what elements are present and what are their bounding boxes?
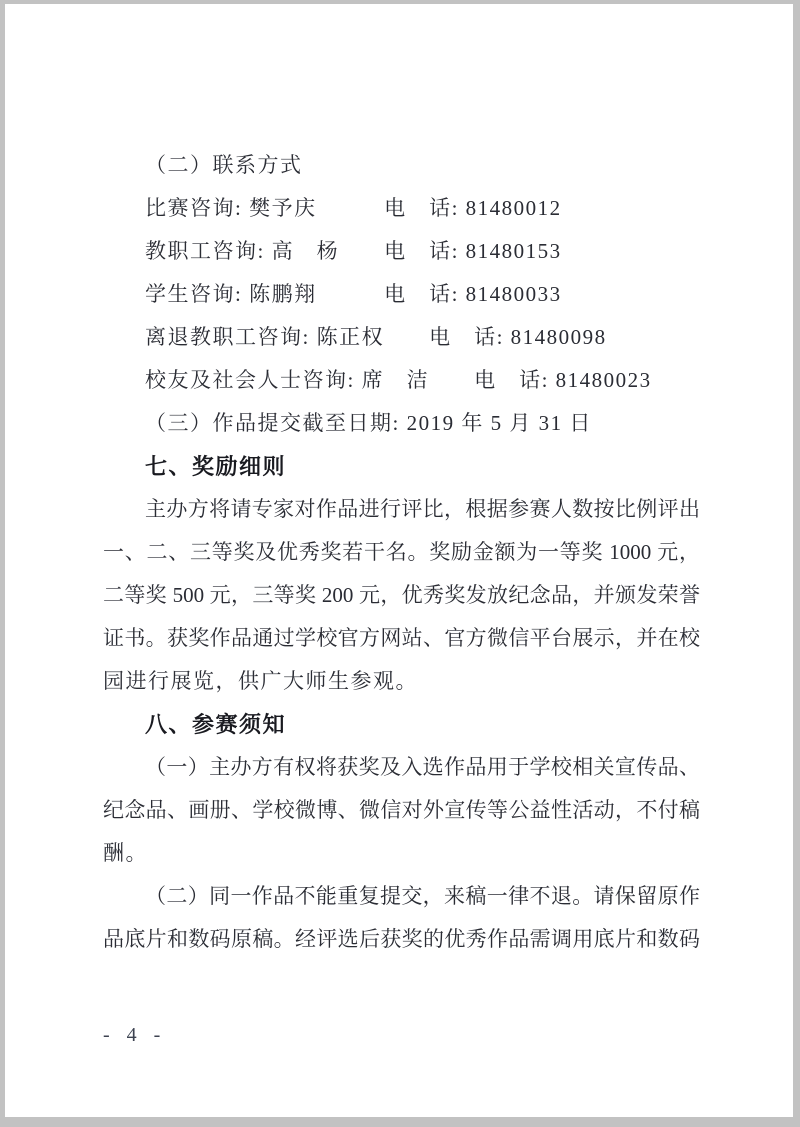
- body-line: 园进行展览，供广大师生参观。: [103, 669, 418, 693]
- contact-section-heading: （二）联系方式: [145, 153, 303, 177]
- deadline-line: （三）作品提交截至日期: 2019 年 5 月 31 日: [145, 411, 592, 435]
- body-line: 酬。: [103, 841, 148, 865]
- contact-line: 离退教职工咨询: 陈正权 电 话: 81480098: [145, 325, 607, 349]
- document-page: [5, 4, 793, 1117]
- section-heading-notes: 八、参赛须知: [145, 712, 287, 737]
- contact-line: 教职工咨询: 高 杨 电 话: 81480153: [145, 239, 562, 263]
- section-heading-awards: 七、奖励细则: [145, 454, 287, 479]
- body-line: 证书。获奖作品通过学校官方网站、官方微信平台展示，并在校: [103, 626, 700, 650]
- body-line: 品底片和数码原稿。经评选后获奖的优秀作品需调用底片和数码: [103, 927, 700, 951]
- body-line: 一、二、三等奖及优秀奖若干名。奖励金额为一等奖 1000 元，: [103, 540, 700, 564]
- contact-line: 校友及社会人士咨询: 席 洁 电 话: 81480023: [145, 368, 652, 392]
- contact-line: 学生咨询: 陈鹏翔 电 话: 81480033: [145, 282, 562, 306]
- body-line: （二）同一作品不能重复提交，来稿一律不退。请保留原作: [145, 884, 700, 908]
- body-line: 纪念品、画册、学校微博、微信对外宣传等公益性活动，不付稿: [103, 798, 700, 822]
- contact-line: 比赛咨询: 樊予庆 电 话: 81480012: [145, 196, 562, 220]
- body-line: 主办方将请专家对作品进行评比，根据参赛人数按比例评出: [145, 497, 700, 521]
- document-content: [103, 144, 700, 961]
- page-number: - 4 -: [103, 1024, 167, 1046]
- body-line: （一）主办方有权将获奖及入选作品用于学校相关宣传品、: [145, 755, 700, 779]
- body-line: 二等奖 500 元，三等奖 200 元，优秀奖发放纪念品，并颁发荣誉: [103, 583, 700, 607]
